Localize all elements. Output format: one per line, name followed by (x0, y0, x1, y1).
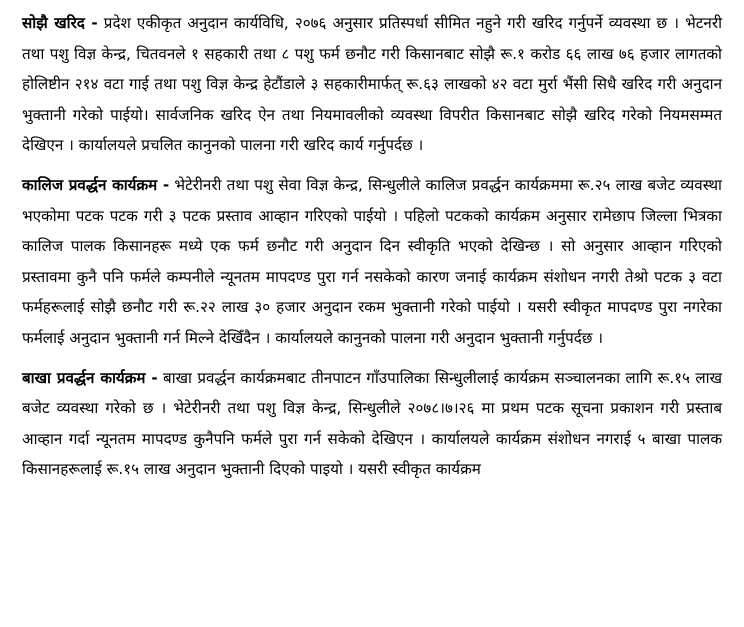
paragraph-heading: बाखा प्रवर्द्धन कार्यक्रम - (22, 368, 158, 387)
paragraph-kalij-promotion (22, 170, 722, 354)
paragraph-goat-promotion (22, 363, 722, 485)
paragraph-heading: सोझै खरिद - (22, 14, 98, 32)
paragraph-heading: कालिज प्रवर्द्धन कार्यक्रम - (22, 175, 170, 194)
paragraph-body: प्रदेश एकीकृत अनुदान कार्यविधि, २०७६ अनुसार प्रतिस्पर्धा सीमित नहुने गरी खरिद गर्नुपर्ने व्यवस्था छ । भेटनरी तथा पशु विज्ञ केन्द्र, चितवनले १ सहकारी तथा ८ पशु फर्म छनौट गरी किसानबाट सोझै रू.१ करोड ६६ लाख ७६ हजार लागतको होलिष्टीन २१४ वटा गाई तथा पशु विज्ञ केन्द्र हेटौंडाले ३ सहकारीमार्फत् रू.६३ लाखको ४२ वटा मुर्रा भैंसी सिधै खरिद गरी अनुदान भुक्तानी गरेको पाईयो। सार्वजनिक खरिद ऐन तथा नियमावलीको व्यवस्था विपरीत किसानबाट सोझै खरिद गरेको नियमसम्मत देखिएन । कार्यालयले प्रचलित कानुनको पालना गरी खरिद कार्य गर्नुपर्दछ । (22, 14, 723, 155)
paragraph-direct-purchase (22, 8, 722, 161)
paragraph-body: बाखा प्रवर्द्धन कार्यक्रमबाट तीनपाटन गाँउपालिका सिन्धुलीलाई कार्यक्रम सञ्चालनका लागि रू.१५ लाख बजेट व्यवस्था गरेको छ । भेटेरीनरी तथा पशु विज्ञ केन्द्र, सिन्धुलीले २०७८।७।२६ मा प्रथम पटक सूचना प्रकाशन गरी प्रस्ताब आव्हान गर्दा न्यूनतम मापदण्ड कुनैपनि फर्मले पुरा गर्न सकेको देखिएन । कार्यालयले कार्यक्रम संशोधन नगराई ५ बाखा पालक किसानहरूलाई रू.१५ लाख अनुदान भुक्तानी दिएको पाइयो । यसरी स्वीकृत कार्यक्रम (22, 368, 723, 479)
document-page (22, 8, 722, 485)
paragraph-body: भेटेरीनरी तथा पशु सेवा विज्ञ केन्द्र, सिन्धुलीले कालिज प्रवर्द्धन कार्यक्रममा रू.२५ लाख बजेट व्यवस्था भएकोमा पटक पटक गरी ३ पटक प्रस्ताव आव्हान गरिएको पाईयो । पहिलो पटकको कार्यक्रम अनुसार रामेछाप जिल्ला भित्रका कालिज पालक किसानहरू मध्ये एक फर्म छनौट गरी अनुदान दिन स्वीकृति भएको देखिन्छ । सो अनुसार आव्हान गरिएको प्रस्तावमा कुनै पनि फर्मले कम्पनीले न्यूनतम मापदण्ड पुरा गर्न नसकेको कारण जनाई कार्यक्रम संशोधन नगरी तेश्रो पटक ३ वटा फर्महरूलाई सोझै छनौट गरी रू.२२ लाख ३० हजार अनुदान रकम भुक्तानी गरेको पाईयो । यसरी स्वीकृत मापदण्ड पुरा नगरेका फर्मलाई अनुदान भुक्तानी गर्न मिल्ने देखिँदैन । कार्यालयले कानुनको पालना गरी अनुदान भुक्तानी गर्नुपर्दछ । (22, 175, 722, 347)
